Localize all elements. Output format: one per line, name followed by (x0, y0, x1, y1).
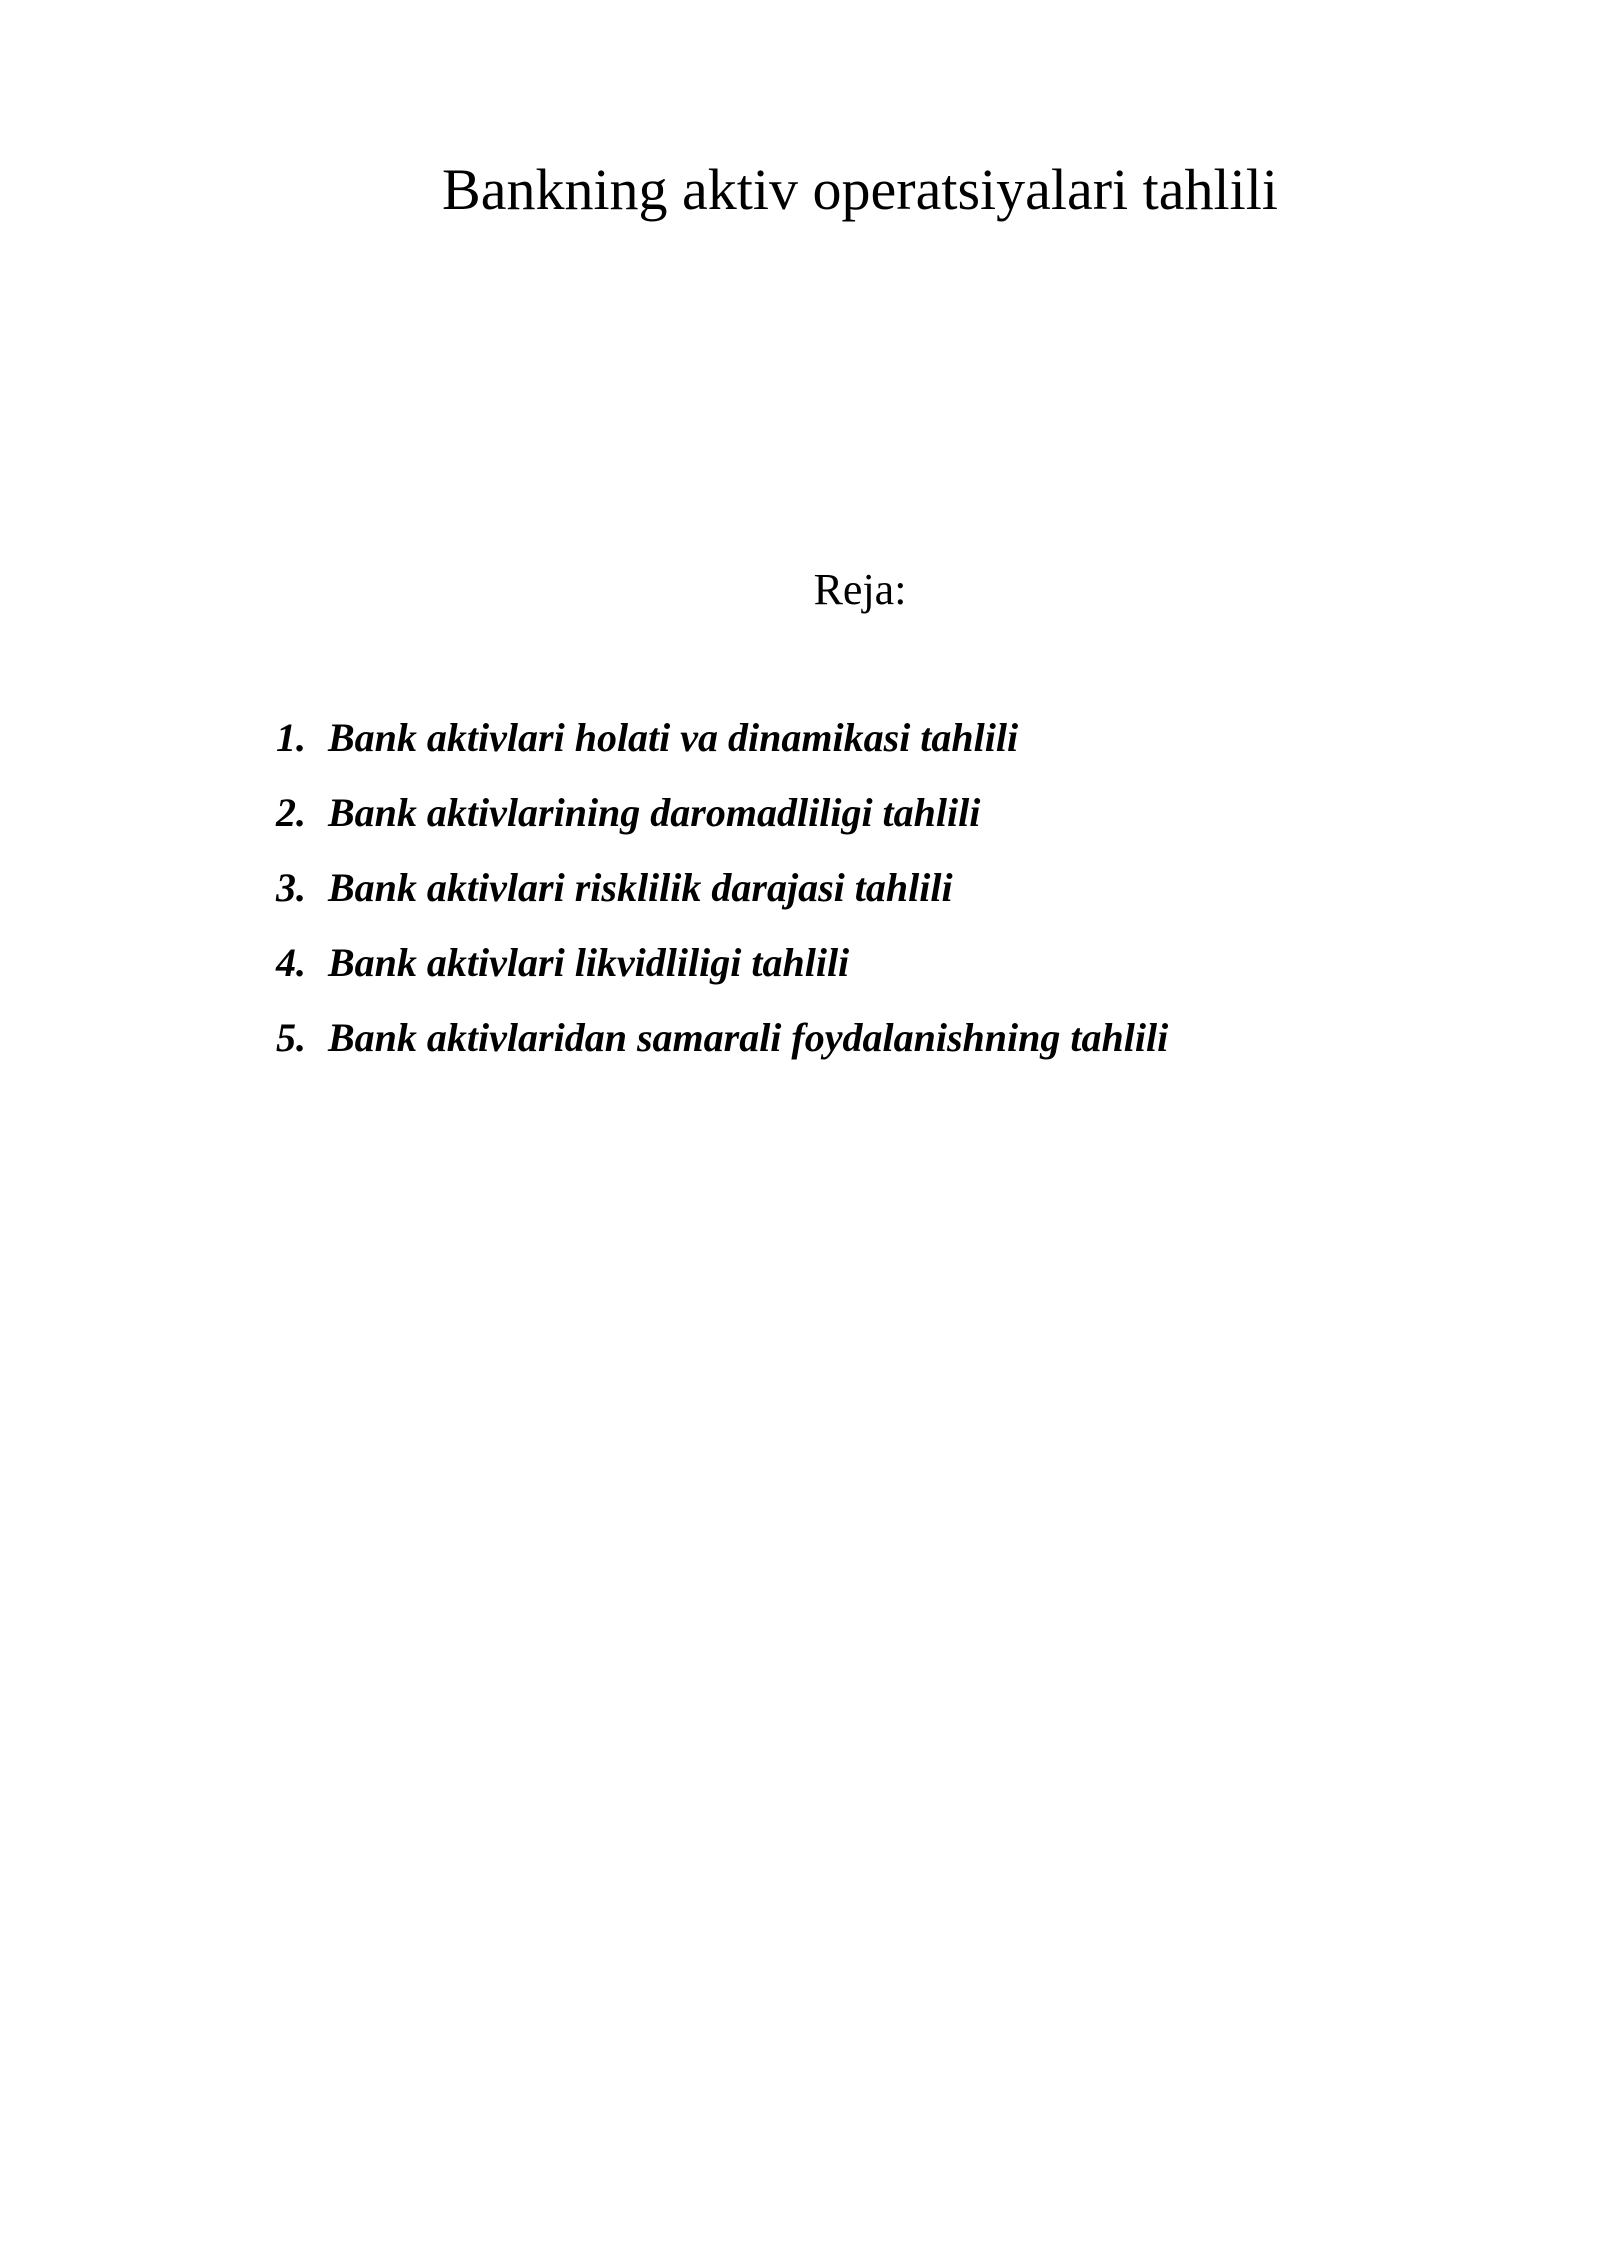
plan-item (276, 775, 1168, 850)
plan-item-number: 5. (276, 1015, 306, 1060)
plan-item (276, 1000, 1168, 1075)
plan-item-text: Bank aktivlari risklilik darajasi tahlili (328, 865, 953, 910)
plan-item (276, 850, 1168, 925)
plan-item-text: Bank aktivlari likvidliligi tahlili (328, 940, 850, 985)
plan-item-number: 2. (276, 790, 306, 835)
plan-heading: Reja: (813, 565, 907, 614)
plan-item-text: Bank aktivlari holati va dinamikasi tahlili (328, 715, 1019, 760)
plan-list (276, 700, 1168, 1075)
document-title: Bankning aktiv operatsiyalari tahlili (442, 157, 1278, 222)
plan-item (276, 925, 1168, 1000)
plan-item-text: Bank aktivlarining daromadliligi tahlili (328, 790, 981, 835)
plan-item-number: 4. (276, 940, 306, 985)
plan-item-number: 1. (276, 715, 306, 760)
plan-item (276, 700, 1168, 775)
plan-item-number: 3. (276, 865, 306, 910)
plan-item-text: Bank aktivlaridan samarali foydalanishning tahlili (328, 1015, 1169, 1060)
